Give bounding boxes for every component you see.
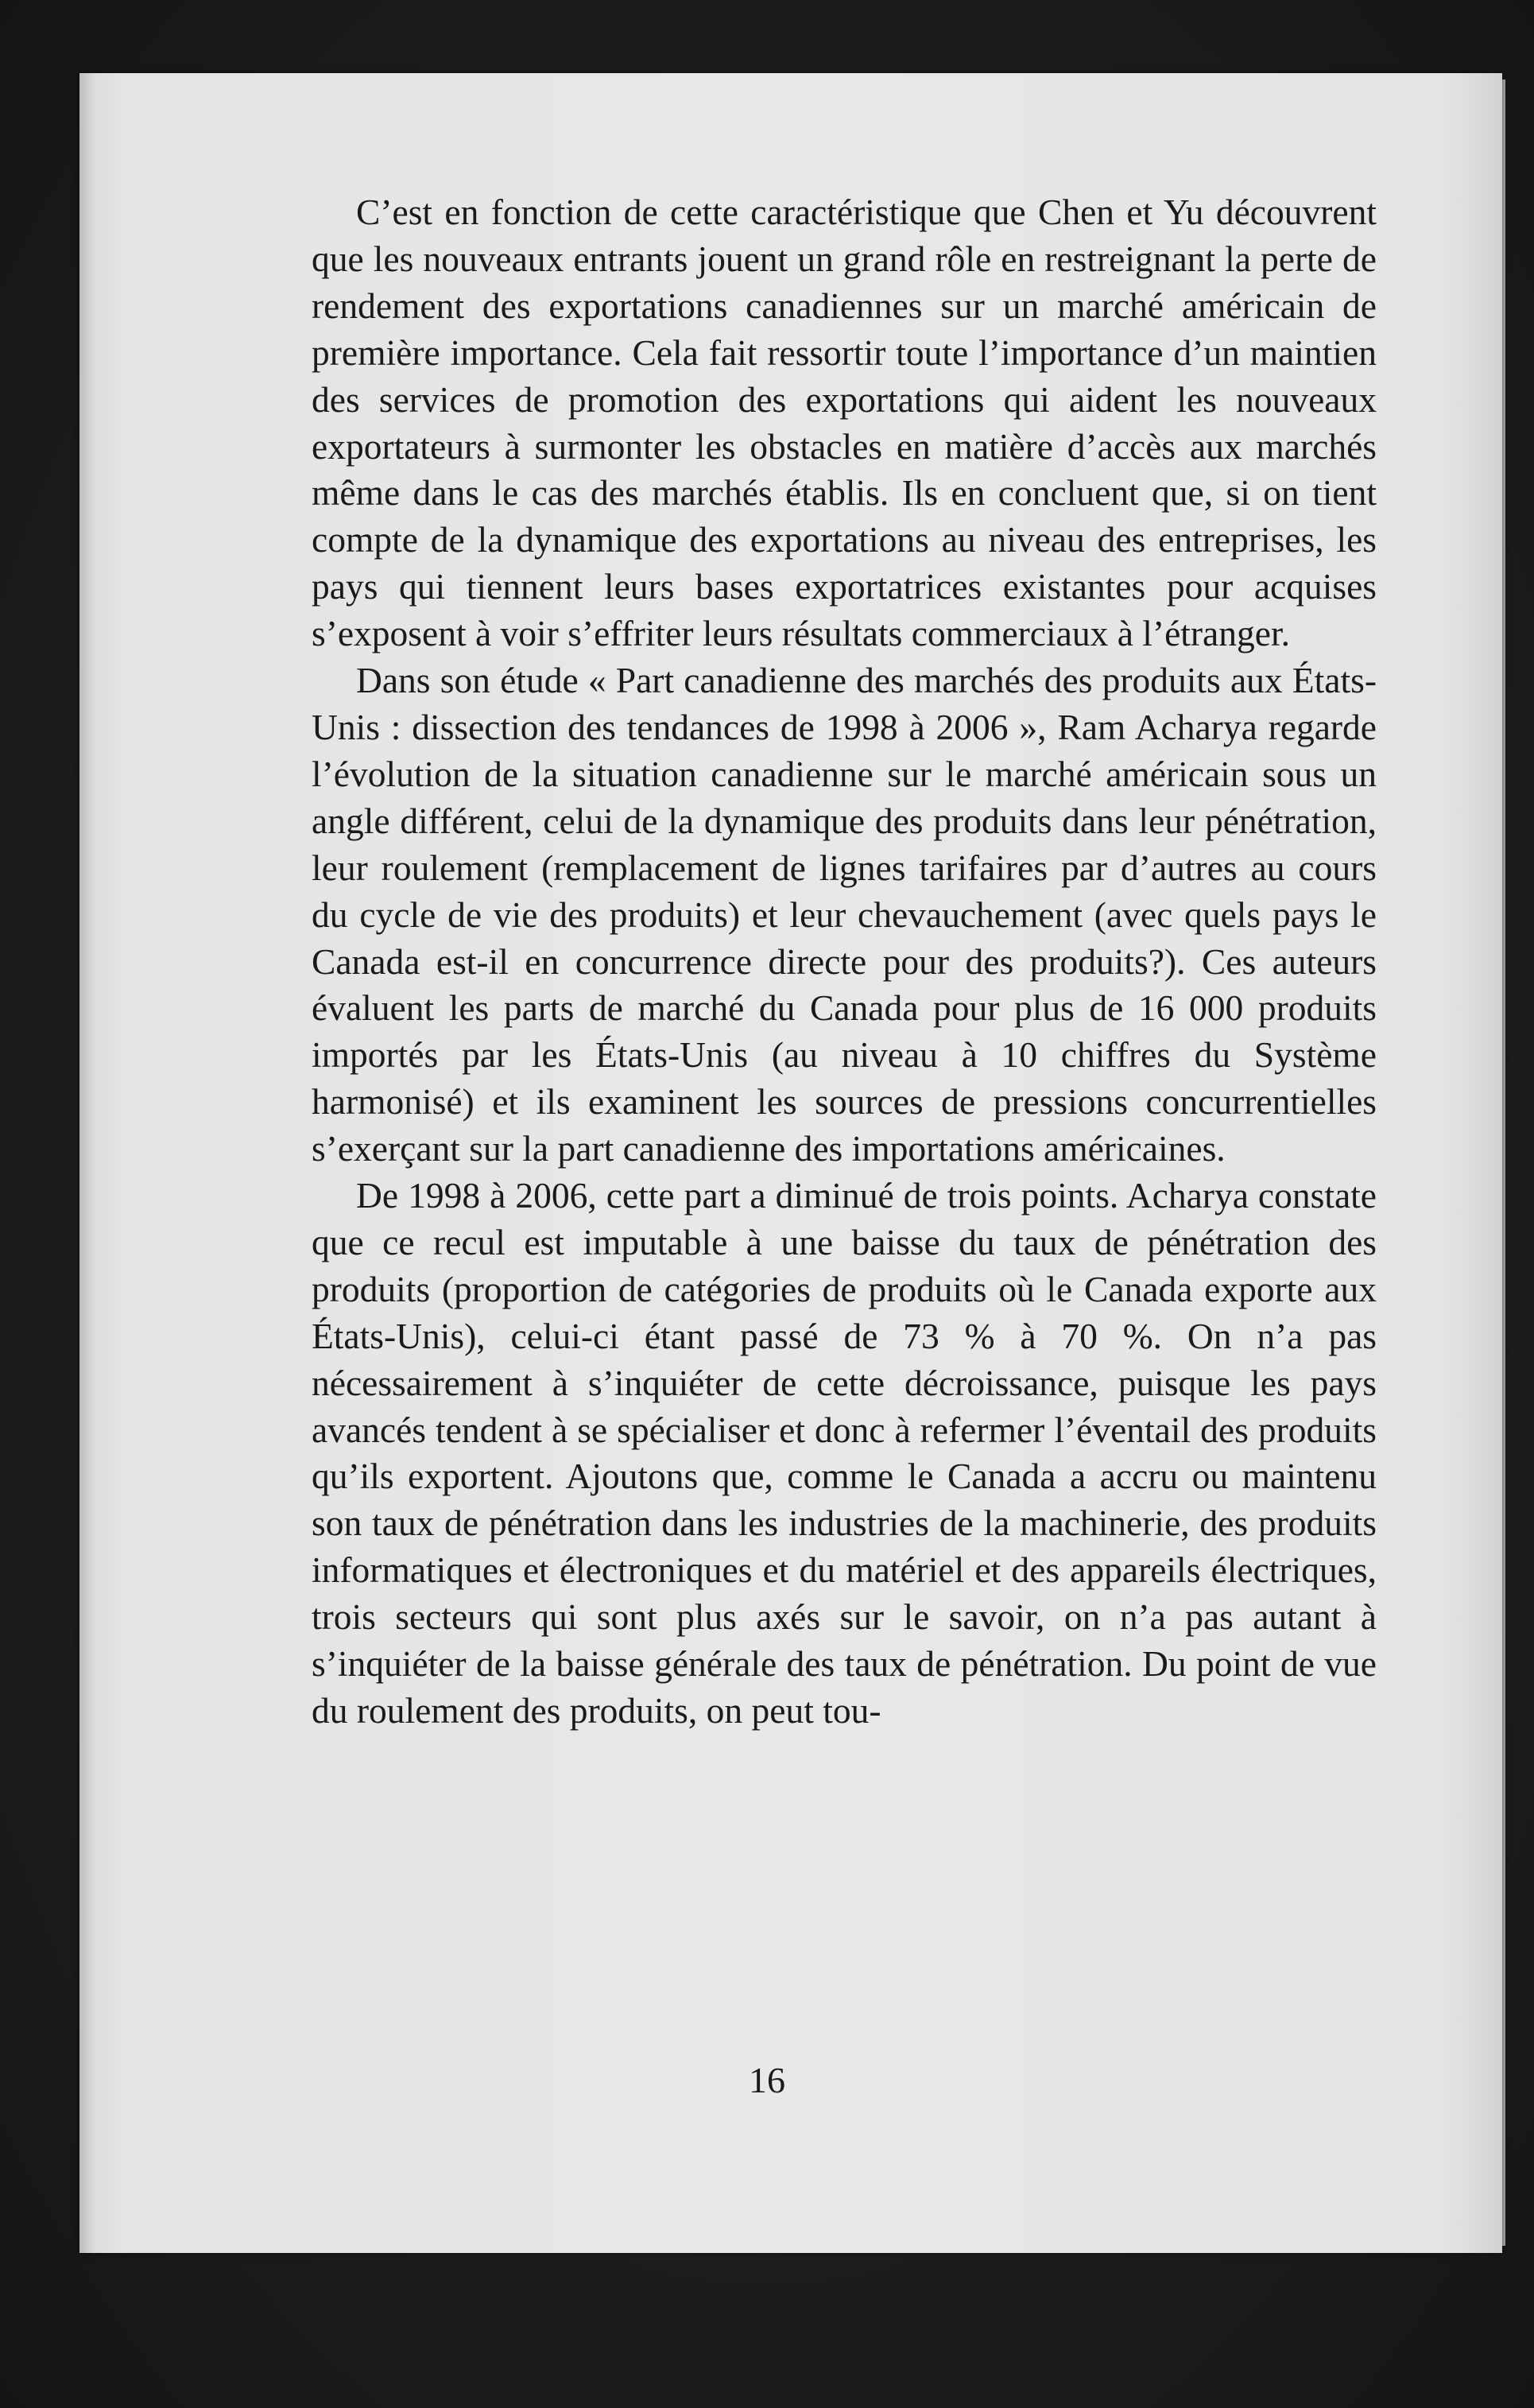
paragraph-1: C’est en fonction de cette caractéristique que Chen et Yu découvrent que les nouveaux entrants jouent un grand rôle en restreignant la perte de rendement des exportations canadiennes sur un marché américain de première importance. Cela fait ressortir toute l’importance d’un maintien des services de promotion des exportations qui aident les nouveaux exportateurs à surmonter les obstacles en matière d’accès aux marchés même dans le cas des marchés établis. Ils en concluent que, si on tient compte de la dynamique des exportations au niveau des entreprises, les pays qui tiennent leurs bases exportatrices existantes pour acquises s’exposent à voir s’effriter leurs résultats commerciaux à l’étranger. [312, 192, 1377, 654]
page-number: 16 [749, 2060, 785, 2100]
paragraph-3: De 1998 à 2006, cette part a diminué de trois points. Acharya constate que ce recul est imputable à une baisse du taux de pénétration des produits (proportion de catégories de produits où le Canada exporte aux États-Unis), celui-ci étant passé de 73 % à 70 %. On n’a pas nécessairement à s’inquiéter de cette décroissance, puisque les pays avancés tendent à se spécialiser et donc à refermer l’éventail des produits qu’ils exportent. Ajoutons que, comme le Canada a accru ou maintenu son taux de pénétration dans les industries de la machinerie, des produits informatiques et électroniques et du matériel et des appareils électriques, trois secteurs qui sont plus axés sur le savoir, on n’a pas autant à s’inquiéter de la baisse générale des taux de pénétration. Du point de vue du roulement des produits, on peut tou- [312, 1175, 1377, 1731]
paragraph-2: Dans son étude « Part canadienne des marchés des produits aux États-Unis : dissection des tendances de 1998 à 2006 », Ram Acharya regarde l’évolution de la situation canadienne sur le marché américain sous un angle différent, celui de la dynamique des produits dans leur pénétration, leur roulement (remplacement de lignes tarifaires par d’autres au cours du cycle de vie des produits) et leur chevauchement (avec quels pays le Canada est-il en concurrence directe pour des produits?). Ces auteurs évaluent les parts de marché du Canada pour plus de 16 000 produits importés par les États-Unis (au niveau à 10 chiffres du Système harmonisé) et ils examinent les sources de pressions concurrentielles s’exerçant sur la part canadienne des importations américaines. [312, 660, 1377, 1169]
body-text [312, 189, 1377, 1735]
page-gutter-shadow [79, 73, 94, 2253]
